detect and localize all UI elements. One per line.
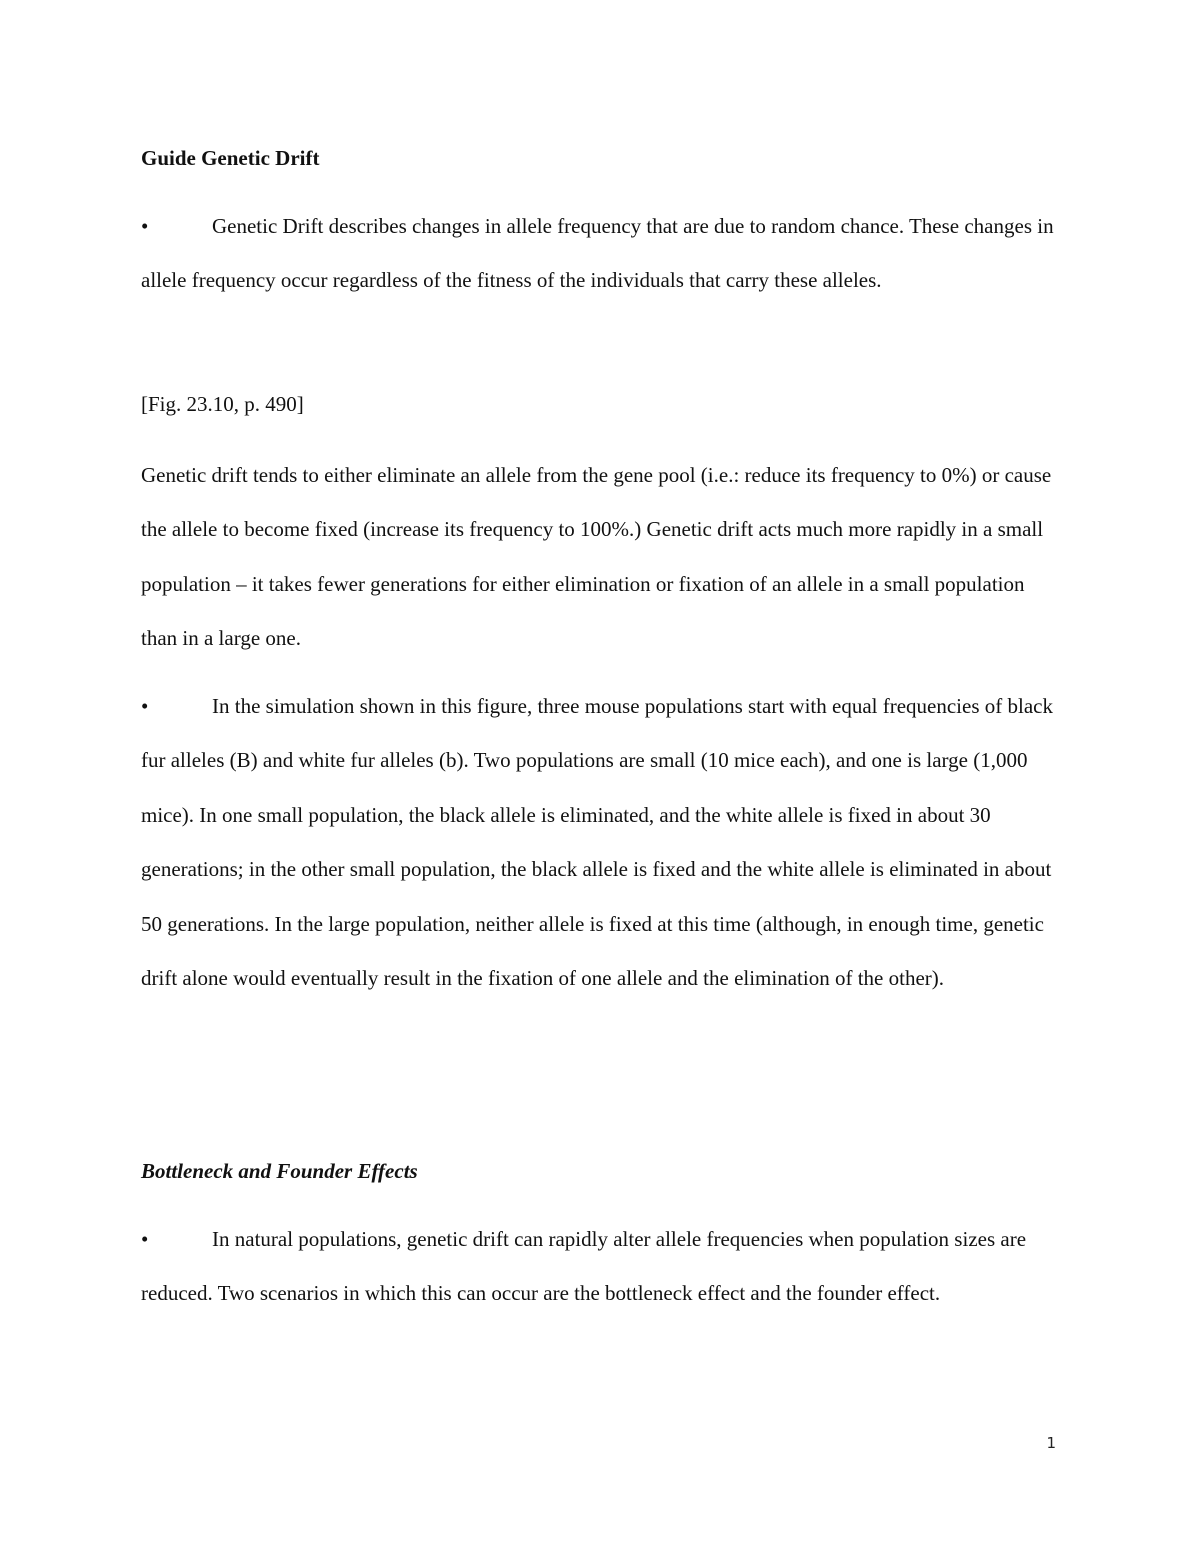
paragraph-text: In the simulation shown in this figure, three mouse populations start with equal frequencies of black fur alleles (B) and white fur alleles (b). Two populations are small (10 mice each), and one is large (1,000 mice). In one small population, the black allele is eliminated, and the white allele is fixed in about 30 generations; in the other small population, the black allele is fixed and the white allele is eliminated in about 50 generations. In the large population, neither allele is fixed at this time (although, in enough time, genetic drift alone would eventually result in the fixation of one allele and the elimination of the other).	[141, 694, 1053, 991]
paragraph-drift-effects: Genetic drift tends to either eliminate an allele from the gene pool (i.e.: reduce its frequency to 0%) or cause the allele to become fixed (increase its frequency to 100%.) Genetic drift acts much more rapidly in a small population – it takes fewer generations for either elimination or fixation of an allele in a small population than in a large one.	[141, 463, 1052, 651]
paragraph-text: Genetic Drift describes changes in allele frequency that are due to random chance. These changes in allele frequency occur regardless of the fitness of the individuals that carry these alleles.	[141, 214, 1054, 293]
bullet-icon: •	[141, 1227, 149, 1251]
bullet-paragraph-genetic-drift-definition	[141, 199, 1061, 308]
bullet-paragraph-natural-populations	[141, 1212, 1061, 1321]
document-title: Guide Genetic Drift	[141, 146, 320, 170]
page-number: 1	[1046, 1434, 1056, 1452]
bullet-icon: •	[141, 214, 149, 238]
figure-reference: [Fig. 23.10, p. 490]	[141, 392, 304, 416]
bullet-icon: •	[141, 694, 149, 718]
bullet-paragraph-simulation	[141, 679, 1061, 1005]
section-heading-bottleneck-founder: Bottleneck and Founder Effects	[141, 1159, 418, 1183]
paragraph-text: In natural populations, genetic drift can rapidly alter allele frequencies when population sizes are reduced. Two scenarios in which this can occur are the bottleneck effect and the founder effect.	[141, 1227, 1027, 1306]
